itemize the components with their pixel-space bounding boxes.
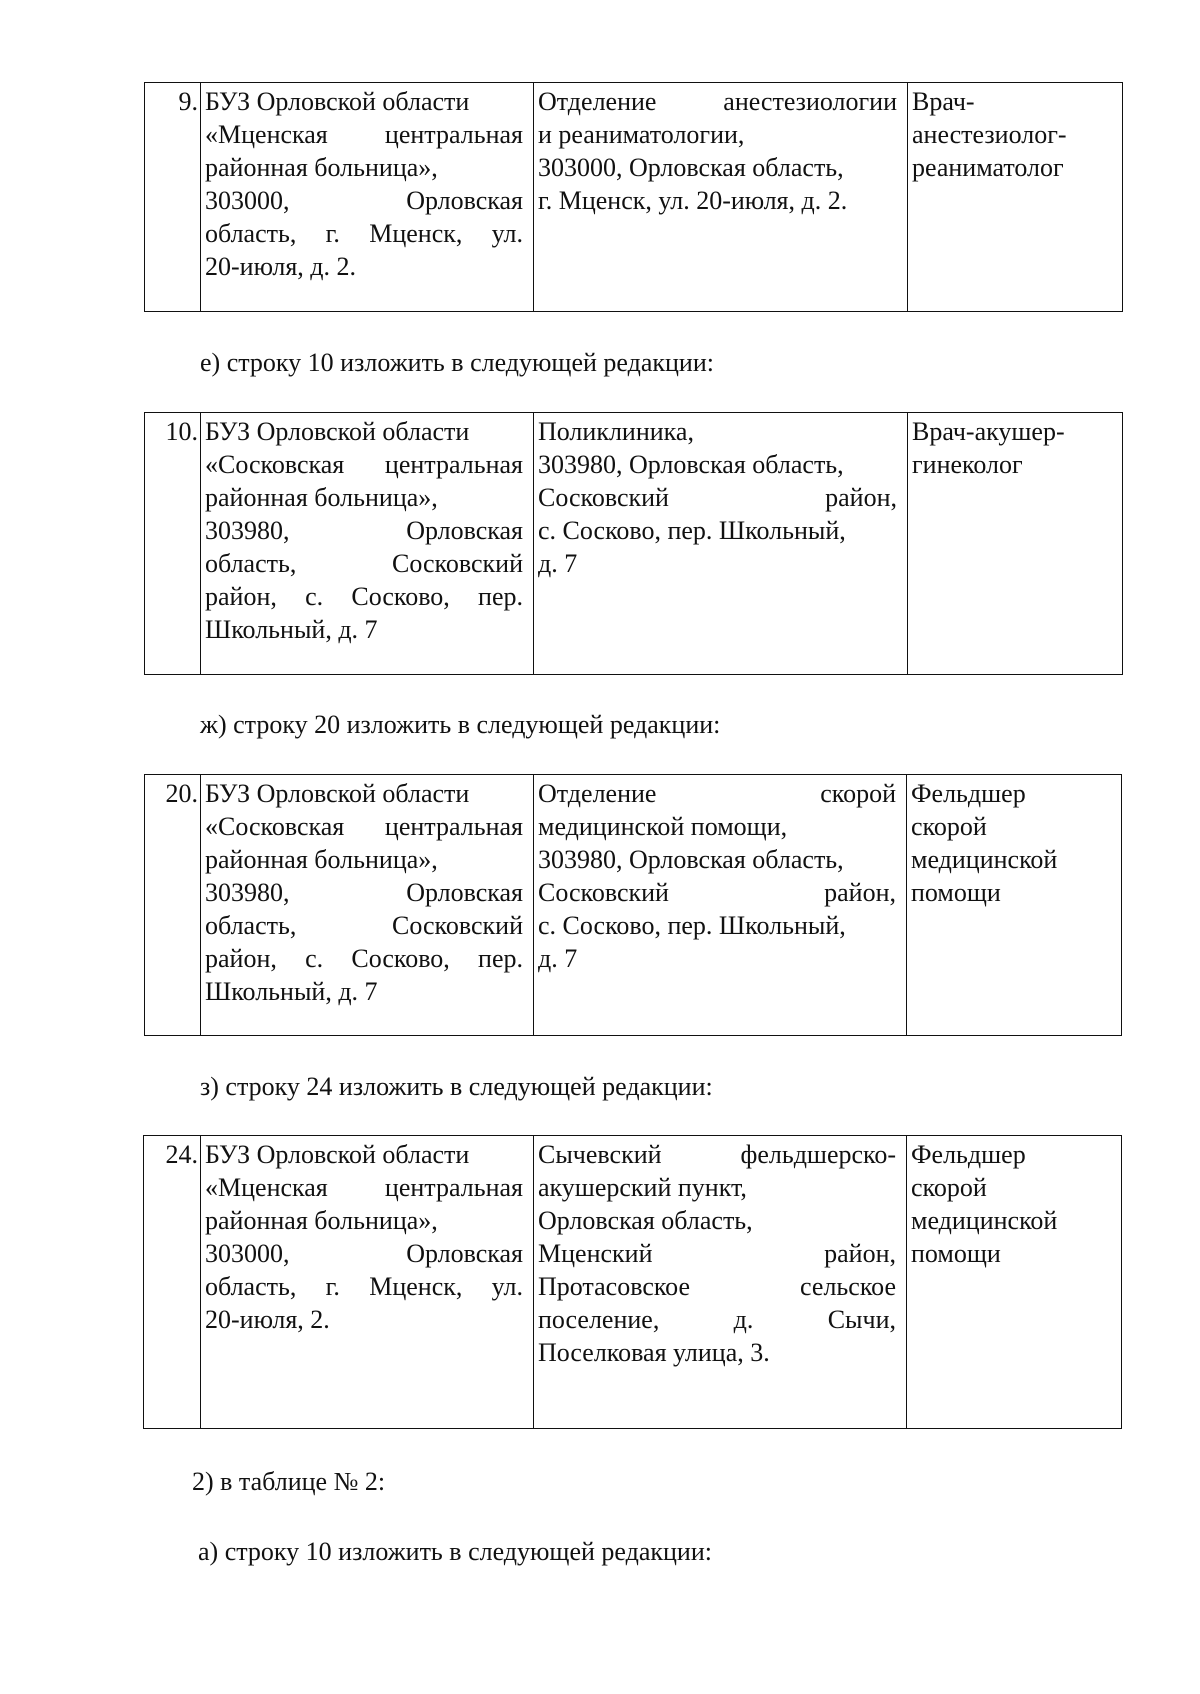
- text-line: и реаниматологии,: [538, 120, 745, 149]
- row-number: 9.: [145, 83, 201, 312]
- text-line: г. Мценск, ул. 20-июля, д. 2.: [538, 186, 848, 215]
- text-line: Сосковский район,: [538, 878, 896, 907]
- text-line: район, с. Сосково, пер.: [205, 582, 523, 611]
- text-line: 20-июля, д. 2.: [205, 252, 357, 281]
- text-line: Школьный, д. 7: [205, 977, 378, 1006]
- position-cell: [908, 413, 1123, 675]
- text-line: районная больница»,: [205, 483, 438, 512]
- table-row-9: [144, 82, 1123, 312]
- organization-cell: [201, 775, 534, 1036]
- text-line: Мценский район,: [538, 1239, 896, 1268]
- text-line: БУЗ Орловской области: [205, 1140, 470, 1169]
- text-line: анестезиолог-: [912, 120, 1067, 149]
- text-line: Сосковский район,: [538, 483, 897, 512]
- text-line: помощи: [911, 878, 1001, 907]
- text-line: д. 7: [538, 944, 578, 973]
- text-line: гинеколог: [912, 450, 1023, 479]
- table-row-24: [143, 1135, 1122, 1429]
- table-row-10: [144, 412, 1123, 675]
- paragraph-z: з) строку 24 изложить в следующей редакции:: [200, 1072, 713, 1101]
- row-number: 10.: [145, 413, 201, 675]
- text-line: 303980, Орловская: [205, 516, 523, 545]
- text-line: с. Сосково, пер. Школьный,: [538, 911, 846, 940]
- organization-cell: [201, 413, 534, 675]
- text-line: акушерский пункт,: [538, 1173, 747, 1202]
- text-line: 303000, Орловская: [205, 1239, 523, 1268]
- organization-cell: [201, 1136, 534, 1429]
- text-line: 303980, Орловская область,: [538, 845, 844, 874]
- text-line: «Мценская центральная: [205, 1173, 523, 1202]
- row-number: 24.: [144, 1136, 201, 1429]
- paragraph-a: а) строку 10 изложить в следующей редакции:: [198, 1537, 712, 1566]
- address-cell: [534, 413, 908, 675]
- text-line: районная больница»,: [205, 845, 438, 874]
- text-line: «Сосковская центральная: [205, 450, 523, 479]
- text-line: 303980, Орловская область,: [538, 450, 844, 479]
- text-line: Сычевский фельдшерско-: [538, 1140, 896, 1169]
- text-line: БУЗ Орловской области: [205, 87, 470, 116]
- text-line: помощи: [911, 1239, 1001, 1268]
- text-line: 303980, Орловская: [205, 878, 523, 907]
- text-line: медицинской помощи,: [538, 812, 788, 841]
- address-cell: [534, 775, 907, 1036]
- text-line: Врач-акушер-: [912, 417, 1065, 446]
- text-line: Фельдшер: [911, 1140, 1026, 1169]
- text-line: «Мценская центральная: [205, 120, 523, 149]
- position-cell: [907, 1136, 1122, 1429]
- text-line: реаниматолог: [912, 153, 1064, 182]
- table-row-20: [144, 774, 1122, 1036]
- text-line: с. Сосково, пер. Школьный,: [538, 516, 846, 545]
- address-cell: [534, 1136, 907, 1429]
- text-line: скорой: [911, 1173, 987, 1202]
- text-line: скорой: [911, 812, 987, 841]
- text-line: Фельдшер: [911, 779, 1026, 808]
- row-number: 20.: [145, 775, 201, 1036]
- text-line: медицинской: [911, 845, 1058, 874]
- position-cell: [908, 83, 1123, 312]
- text-line: медицинской: [911, 1206, 1058, 1235]
- paragraph-table-2: 2) в таблице № 2:: [192, 1467, 386, 1496]
- text-line: Отделение анестезиологии: [538, 87, 897, 116]
- text-line: Врач-: [912, 87, 975, 116]
- organization-cell: [201, 83, 534, 312]
- text-line: область, Сосковский: [205, 549, 523, 578]
- text-line: 303000, Орловская: [205, 186, 523, 215]
- paragraph-e: е) строку 10 изложить в следующей редакции:: [200, 348, 714, 377]
- text-line: поселение, д. Сычи,: [538, 1305, 896, 1334]
- text-line: Поликлиника,: [538, 417, 694, 446]
- text-line: область, г. Мценск, ул.: [205, 219, 523, 248]
- text-line: район, с. Сосково, пер.: [205, 944, 523, 973]
- text-line: Орловская область,: [538, 1206, 753, 1235]
- text-line: Школьный, д. 7: [205, 615, 378, 644]
- paragraph-zh: ж) строку 20 изложить в следующей редакции:: [200, 710, 721, 739]
- text-line: Поселковая улица, 3.: [538, 1338, 770, 1367]
- text-line: д. 7: [538, 549, 578, 578]
- text-line: «Сосковская центральная: [205, 812, 523, 841]
- text-line: районная больница»,: [205, 1206, 438, 1235]
- text-line: районная больница»,: [205, 153, 438, 182]
- text-line: Протасовское сельское: [538, 1272, 896, 1301]
- text-line: 303000, Орловская область,: [538, 153, 844, 182]
- address-cell: [534, 83, 908, 312]
- text-line: БУЗ Орловской области: [205, 417, 470, 446]
- text-line: область, Сосковский: [205, 911, 523, 940]
- text-line: БУЗ Орловской области: [205, 779, 470, 808]
- text-line: 20-июля, 2.: [205, 1305, 330, 1334]
- text-line: область, г. Мценск, ул.: [205, 1272, 523, 1301]
- position-cell: [907, 775, 1122, 1036]
- text-line: Отделение скорой: [538, 779, 896, 808]
